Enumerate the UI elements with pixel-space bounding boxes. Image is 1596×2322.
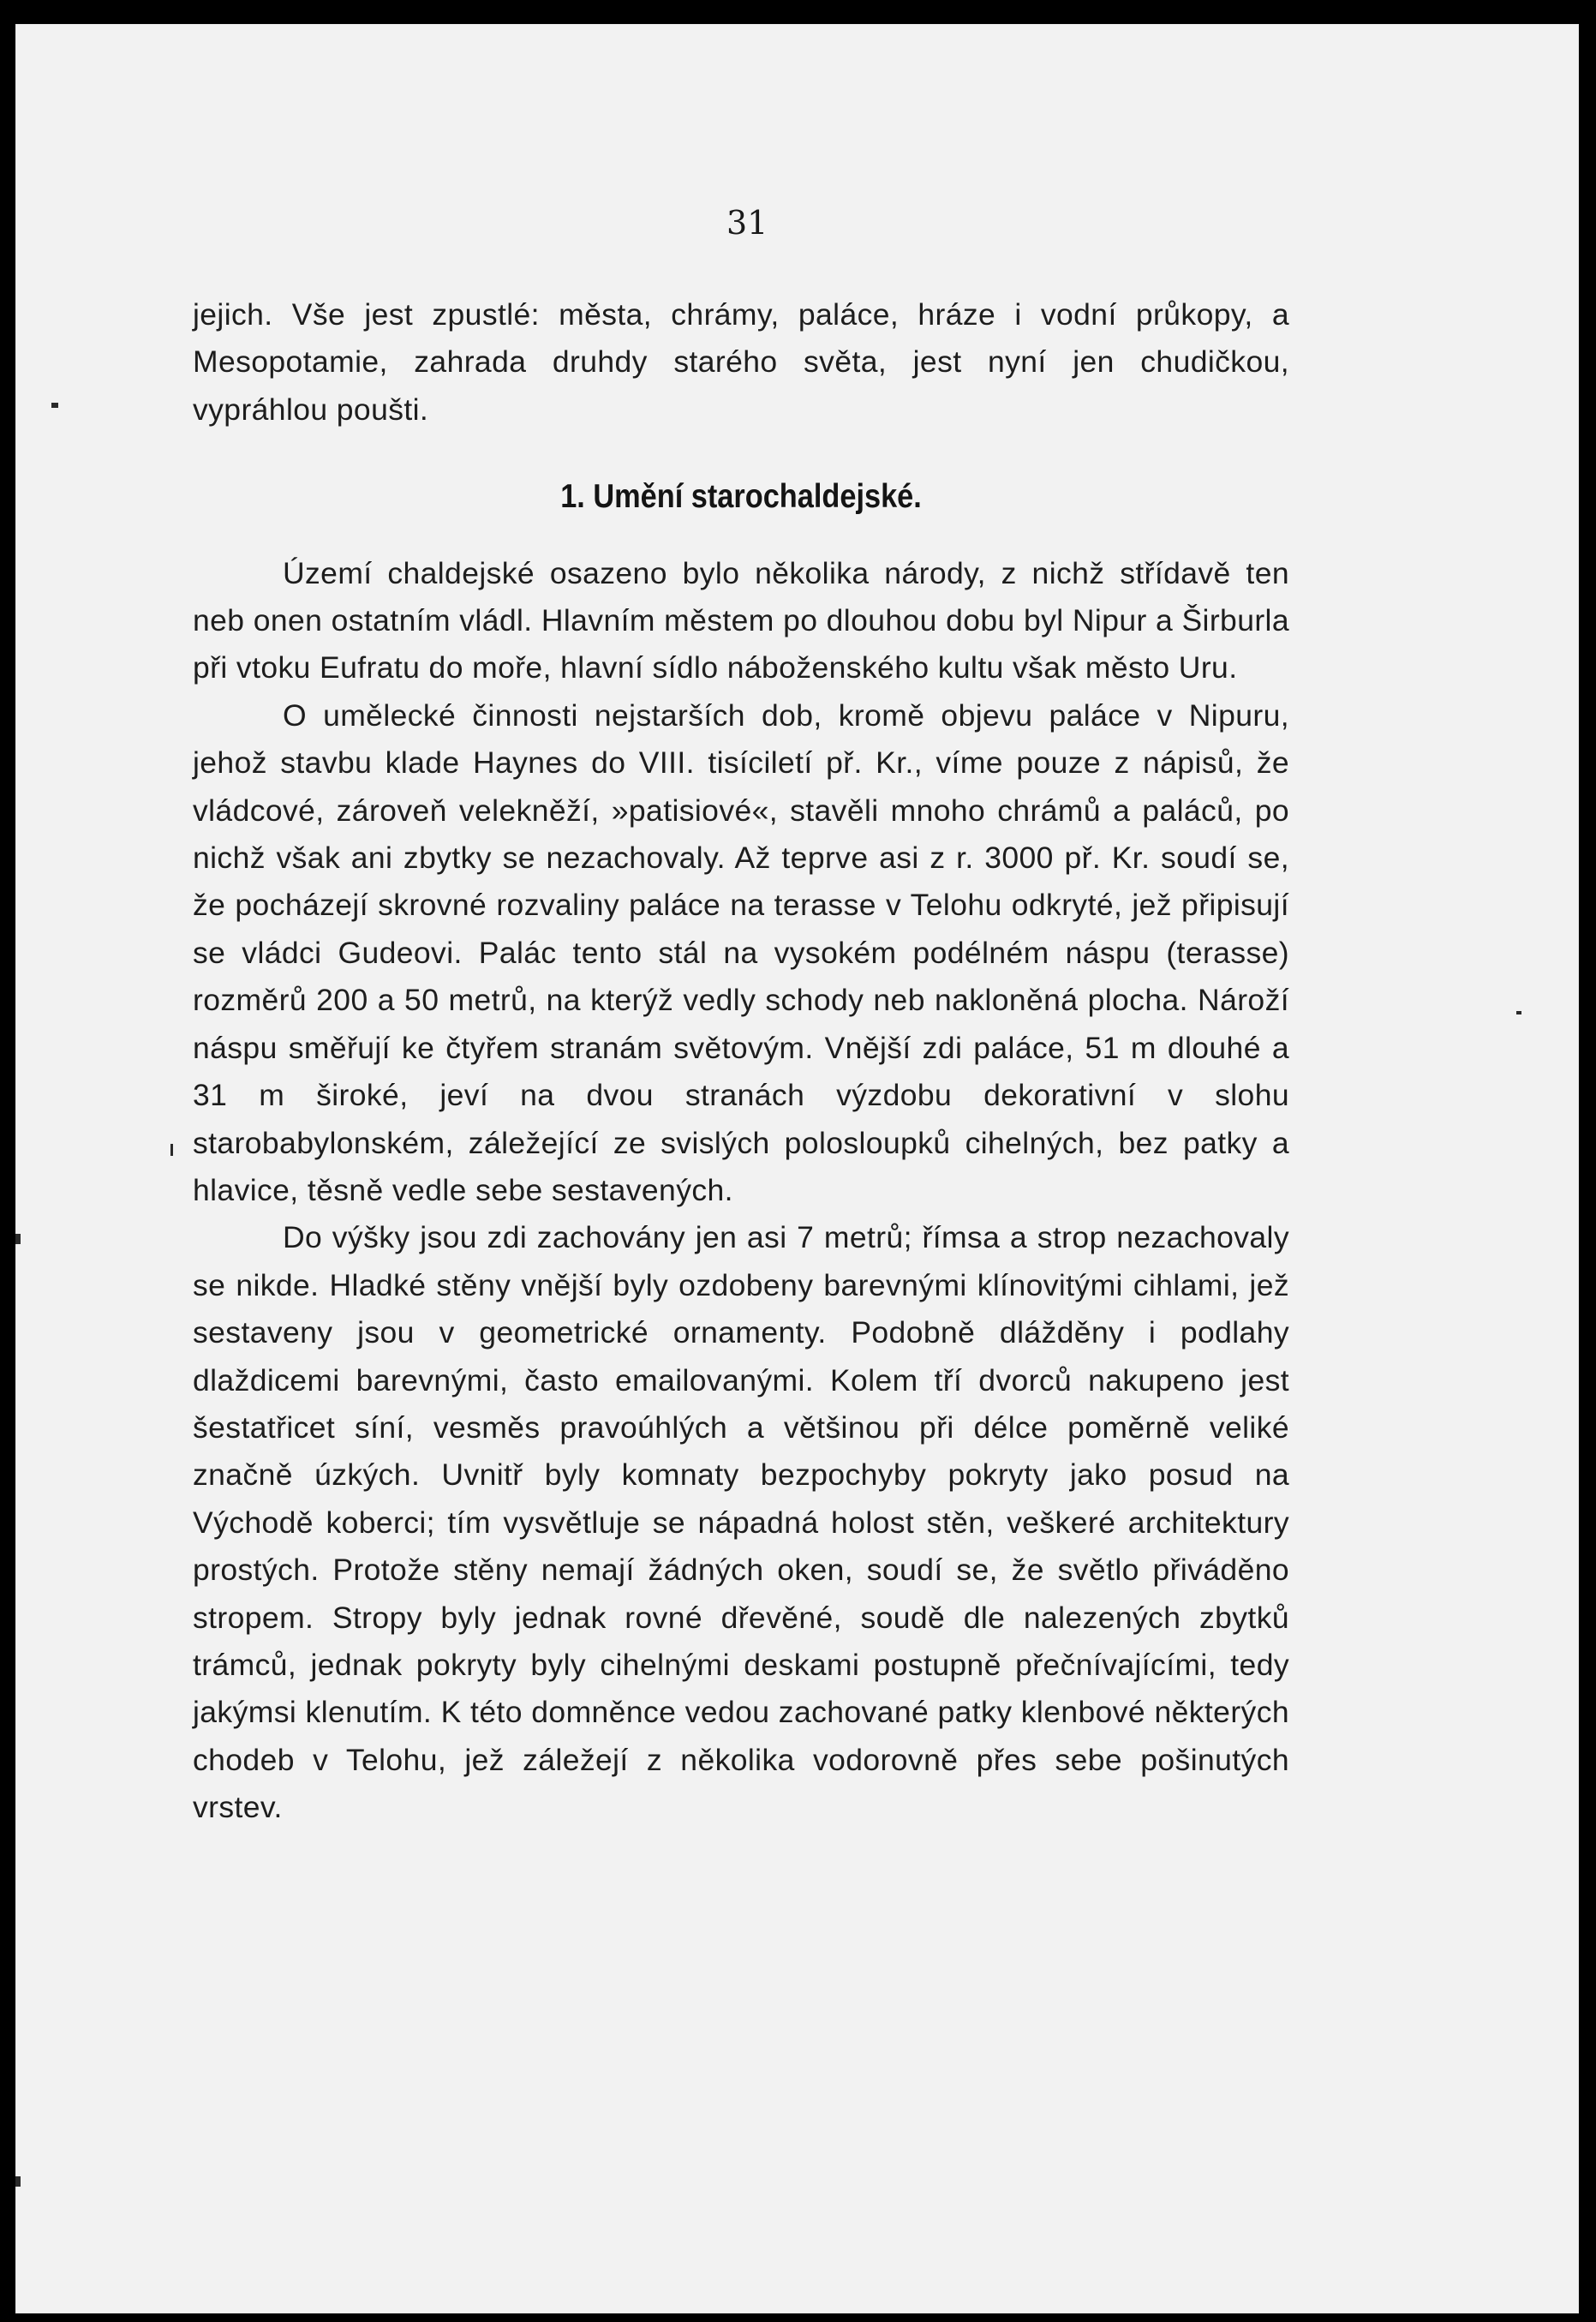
margin-speck — [1516, 1011, 1521, 1014]
margin-speck — [170, 1144, 173, 1156]
page-number: 31 — [726, 204, 768, 242]
intro-paragraph: jejich. Vše jest zpustlé: města, chrámy, paláce, hráze i vodní průkopy, a Mesopotamie, zahrada druhdy starého světa, jest nyní jen chudičkou, vypráhlou poušti. — [193, 297, 1289, 427]
margin-speck — [15, 2176, 21, 2187]
paragraph-territory: Území chaldejské osazeno bylo několika národy, z nichž střídavě ten neb onen ostatním vládl. Hlavním městem po dlouhou dobu byl Nipur a Širburla při vtoku Eufratu do moře, hlavní sídlo náboženského kultu však město Uru. — [193, 555, 1289, 685]
paragraph-palace: O umělecké činnosti nejstarších dob, kromě objevu paláce v Nipuru, jehož stavbu klade Haynes do VIII. tisíciletí př. Kr., víme pouze z nápisů, že vládcové, zároveň velekněží, »patisiové«, stavěli mnoho chrámů a paláců, po nichž však ani zbytky se nezachovaly. Až teprve asi z r. 3000 př. Kr. soudí se, že pocházejí skrovné rozvaliny paláce na terasse v Telohu odkryté, jež připisují se vládci Gudeovi. Palác tento stál na vysokém podélném náspu (terasse) rozměrů 200 a 50 metrů, na kterýž vedly schody neb nakloněná plocha. Nároží náspu směřují ke čtyřem stranám světovým. Vnější zdi paláce, 51 m dlouhé a 31 m široké, jeví na dvou stranách výzdobu dekorativní v slohu starobabylonském, záležející ze svislých polosloupků cihelných, bez patky a hlavice, těsně vedle sebe sestavených. — [193, 697, 1289, 1207]
margin-speck — [15, 1234, 21, 1244]
page-body — [193, 291, 1289, 1832]
paragraph-walls: Do výšky jsou zdi zachovány jen asi 7 metrů; římsa a strop nezachovaly se nikde. Hladké stěny vnější byly ozdobeny barevnými klínovitými cihlami, jež sestaveny jsou v geometrické ornamenty. Podobně dlážděny i podlahy dlaždicemi barevnými, často emailovanými. Kolem tří dvorců nakupeno jest šestatřicet síní, vesměs pravoúhlých a většinou při délce poměrně veliké značně úzkých. Uvnitř byly komnaty bezpochyby pokryty jako posud na Východě koberci; tím vysvětluje se nápadná holost stěn, veškeré architektury prostých. Protože stěny nemají žádných oken, soudí se, že světlo přiváděno stropem. Stropy byly jednak rovné dřevěné, soudě dle nalezených zbytků trámců, jednak pokryty byly cihelnými deskami postupně přečnívajícími, tedy jakýmsi klenutím. K této domněnce vedou zachované patky klenbové některých chodeb v Telohu, jež záležejí z několika vodorovně přes sebe pošinutých vrstev. — [193, 1220, 1289, 1825]
margin-speck — [51, 403, 58, 408]
section-heading: 1. Umění starochaldejské. — [560, 478, 922, 516]
